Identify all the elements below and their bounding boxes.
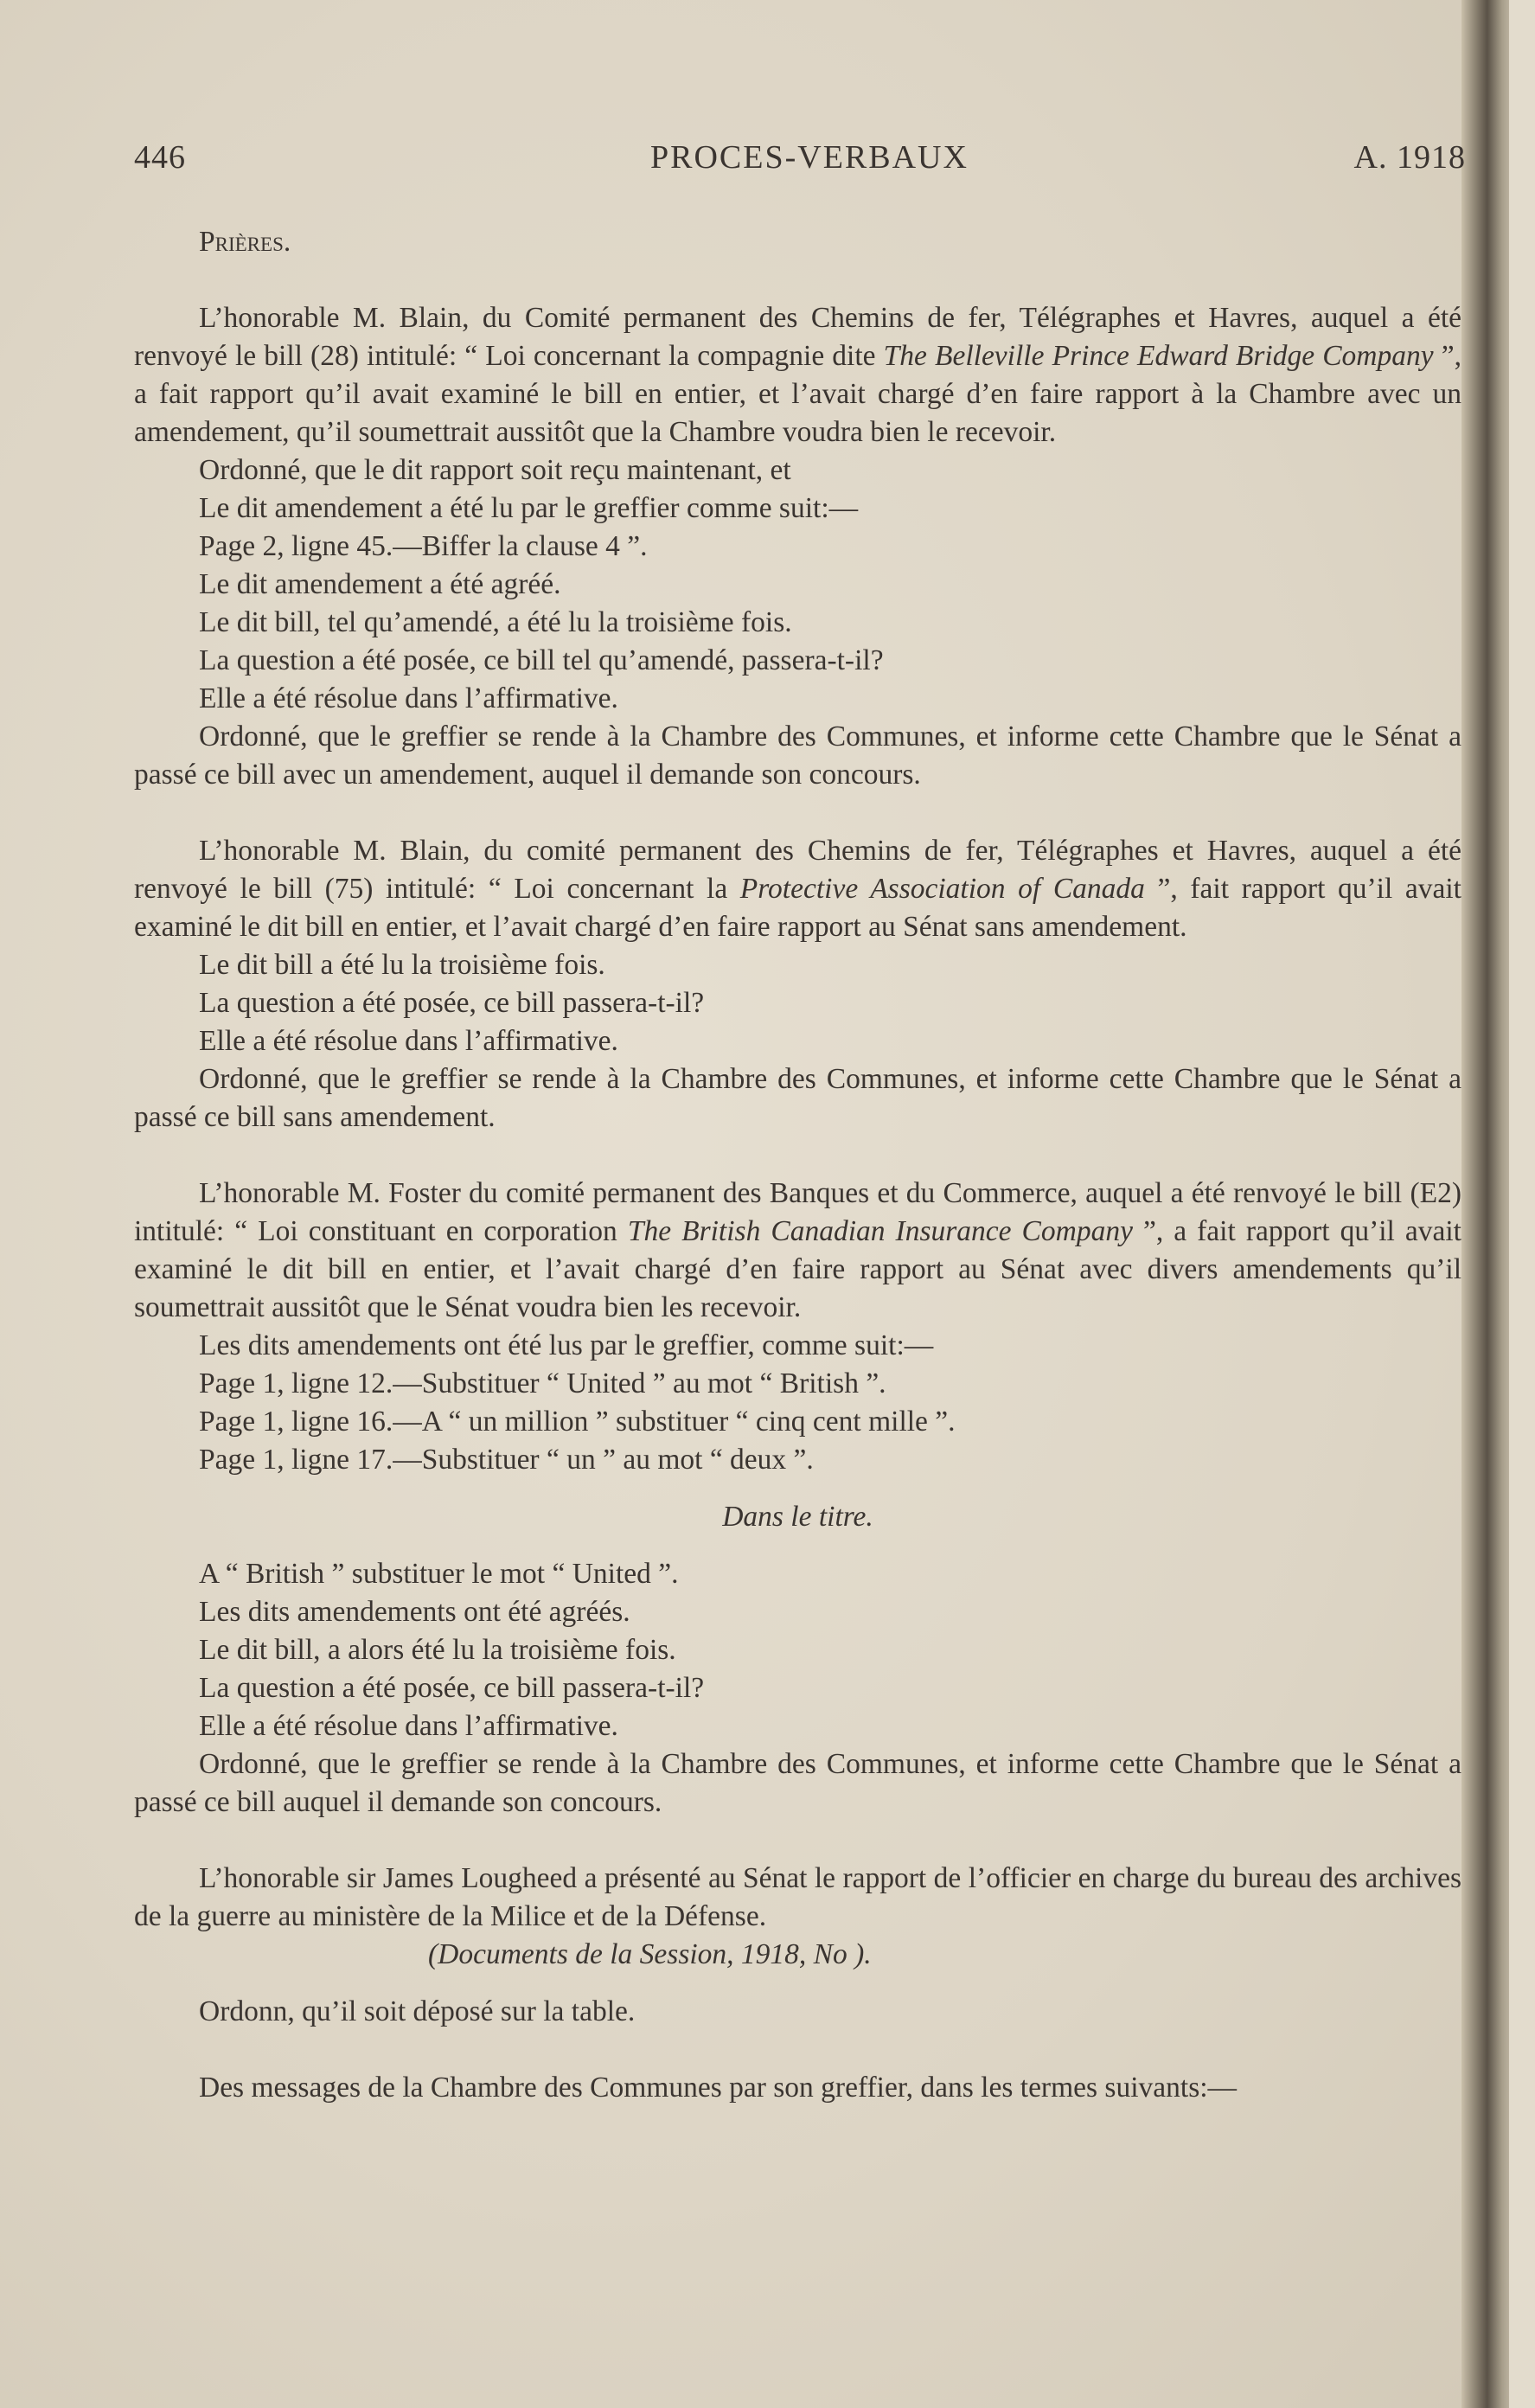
line: La question a été posée, ce bill passera-t-il?	[199, 1672, 705, 1704]
company-name: Protective Association of Canada	[739, 873, 1145, 905]
page-number: 446	[134, 139, 186, 176]
line: Elle a été résolue dans l’affirmative.	[199, 1025, 618, 1057]
prieres-heading: Prières.	[199, 226, 291, 258]
line: La question a été posée, ce bill tel qu’amendé, passera-t-il?	[199, 644, 884, 676]
line: Les dits amendements ont été agréés.	[199, 1596, 630, 1628]
document-reference: (Documents de la Session, 1918, No ).	[428, 1938, 872, 1970]
line: La question a été posée, ce bill passera-t-il?	[199, 987, 705, 1019]
paragraph: Ordonné, que le greffier se rende à la Chambre des Communes, et informe cette Chambre que le Sénat a passé ce bill auquel il demande son concours.	[134, 1748, 1461, 1818]
line: Le dit amendement a été lu par le greffier comme suit:—	[199, 492, 859, 524]
line: A “ British ” substituer le mot “ United ”.	[199, 1558, 679, 1590]
line: Ordonn, qu’il soit déposé sur la table.	[199, 1995, 636, 2027]
company-name: The British Canadian Insurance Company	[627, 1215, 1133, 1247]
line: Page 1, ligne 16.—A “ un million ” substituer “ cinq cent mille ”.	[199, 1406, 956, 1438]
line: Elle a été résolue dans l’affirmative.	[199, 1710, 618, 1742]
paragraph: L’honorable M. Blain, du comité permanent des Chemins de fer, Télégraphes et Havres, auquel a été renvoyé le bill (75) intitulé: “ Loi concernant la Protective Association of Canada ”, fait rapport qu’il avait examiné le dit bill en entier, et l’avait chargé d’en faire rapport au Sénat sans amendement.	[134, 835, 1461, 943]
line: Page 2, ligne 45.—Biffer la clause 4 ”.	[199, 530, 648, 562]
line: Elle a été résolue dans l’affirmative.	[199, 682, 618, 714]
paragraph: Ordonné, que le greffier se rende à la Chambre des Communes, et informe cette Chambre que le Sénat a passé ce bill avec un amendement, auquel il demande son concours.	[134, 720, 1461, 791]
line: Le dit bill a été lu la troisième fois.	[199, 949, 605, 981]
report-foster-bill-e2	[134, 1175, 1461, 1822]
report-blain-bill-28	[134, 299, 1461, 794]
facing-page-edge	[1509, 0, 1535, 2408]
subheading-dans-le-titre: Dans le titre.	[722, 1501, 873, 1533]
company-name: The Belleville Prince Edward Bridge Company	[883, 340, 1434, 372]
paragraph: Ordonné, que le greffier se rende à la Chambre des Communes, et informe cette Chambre que le Sénat a passé ce bill sans amendement.	[134, 1063, 1461, 1133]
line: Le dit bill, a alors été lu la troisième fois.	[199, 1634, 676, 1666]
paragraph: L’honorable sir James Lougheed a présenté au Sénat le rapport de l’officier en charge du bureau des archives de la guerre au ministère de la Milice et de la Défense.	[134, 1862, 1461, 1932]
line: Ordonné, que le dit rapport soit reçu maintenant, et	[199, 454, 791, 486]
session-year: A. 1918	[1353, 139, 1466, 176]
running-head	[134, 138, 1466, 182]
running-title: PROCES-VERBAUX	[650, 139, 969, 176]
line: Page 1, ligne 12.—Substituer “ United ” au mot “ British ”.	[199, 1367, 886, 1399]
line: Le dit bill, tel qu’amendé, a été lu la troisième fois.	[199, 606, 792, 638]
line: Page 1, ligne 17.—Substituer “ un ” au mot “ deux ”.	[199, 1444, 814, 1476]
line: Les dits amendements ont été lus par le greffier, comme suit:—	[199, 1329, 934, 1361]
line: Le dit amendement a été agréé.	[199, 568, 561, 600]
report-lougheed-archives	[134, 1860, 1461, 2031]
paragraph: L’honorable M. Blain, du Comité permanent des Chemins de fer, Télégraphes et Havres, auquel a été renvoyé le bill (28) intitulé: “ Loi concernant la compagnie dite The Belleville Prince Edward Bridge Company ”, a fait rapport qu’il avait examiné le bill en entier, et l’avait chargé d’en faire rapport à la Chambre avec un amendement, qu’il soumettrait aussitôt que la Chambre voudra bien le recevoir.	[134, 302, 1461, 448]
messages-communes	[134, 2069, 1461, 2107]
report-blain-bill-75	[134, 832, 1461, 1137]
page-body	[134, 223, 1461, 2107]
paragraph: Des messages de la Chambre des Communes par son greffier, dans les termes suivants:—	[199, 2072, 1238, 2104]
paragraph: L’honorable M. Foster du comité permanent des Banques et du Commerce, auquel a été renvoyé le bill (E2) intitulé: “ Loi constituant en corporation The British Canadian Insurance Company ”, a fait rapport qu’il avait examiné le dit bill en entier, et l’avait chargé d’en faire rapport au Sénat avec divers amendements qu’il soumettrait aussitôt que le Sénat voudra bien les recevoir.	[134, 1177, 1461, 1323]
